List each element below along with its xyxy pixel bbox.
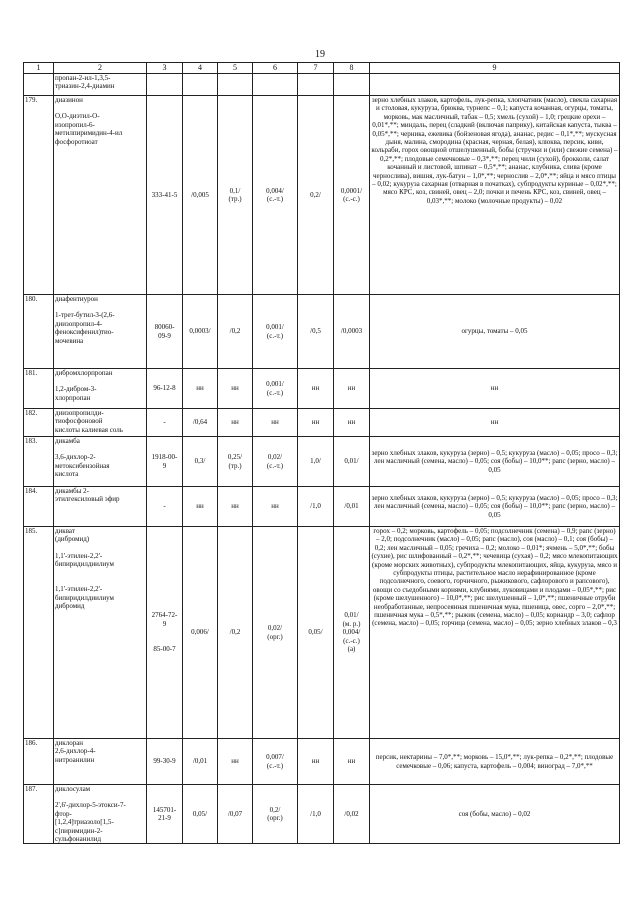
workplace-air-cell: нн [218,369,253,409]
substance-name: пропан-2-ил-1,3,5- триазин-2,4-диамин [55,74,115,91]
substance-cell [54,785,147,844]
column-header-row [24,63,620,74]
cas-number-cell: 99-30-9 [147,739,183,785]
row-number-cell: 186. [24,739,54,785]
row-number-cell: 179. [24,96,54,295]
chemical-name: O,O-диэтил-O- изопропил-6- метилпиримидин-4-ил фосфоротиоат [55,112,123,146]
food-mrl-cell [370,74,620,96]
soil-cell: 1,0/ [298,437,334,487]
adi-cell: /0,64 [183,409,218,437]
soil-cell: 0,05/ [298,527,334,739]
water-cell: 0,007/ (с.-т.) [253,739,298,785]
adi-cell: 0,05/ [183,785,218,844]
workplace-air-cell: 0,1/ (тр.) [218,96,253,295]
table-row [24,96,620,295]
cas-number-cell: 2764-72- 9 85-00-7 [147,527,183,739]
atmosphere-cell: нн [334,739,370,785]
food-mrl-cell: зерно хлебных злаков, кукуруза (зерно) – 0,5; кукуруза (масло) – 0,05; просо – 0,3; лен масличный (семена, масло) – 0,05; соя (бобы) – 10,0**; рапс (зерно, масло) – 0,05 [370,487,620,527]
table-row [24,74,620,96]
substance-name: диклоран 2,6-дихлор-4- нитроанилин [55,739,96,764]
workplace-air-cell: /0,07 [218,785,253,844]
column-header: 8 [334,63,370,74]
column-header: 1 [24,63,54,74]
table-row [24,409,620,437]
water-cell: 0,001/ (с.-т.) [253,369,298,409]
water-cell: 0,001/ (с.-т.) [253,295,298,369]
atmosphere-cell: /0,02 [334,785,370,844]
substance-name: дикамба [55,437,80,445]
column-header: 2 [54,63,147,74]
atmosphere-cell: нн [334,409,370,437]
substance-name: дибромхлорпропан [55,369,113,377]
atmosphere-cell: 0,0001/ (с.-с.) [334,96,370,295]
water-cell: 0,02/ (орг.) [253,527,298,739]
atmosphere-cell: 0,01/ (м. р.) 0,004/ (с.-с.) (а) [334,527,370,739]
food-mrl-cell: зерно хлебных злаков, кукуруза (зерно) – 0,5; кукуруза (масло) – 0,05; просо – 0,3; лен масличный (семена, масло) – 0,05; соя (бобы) – 10,0**; рапс (зерно, масло) – 0,05 [370,437,620,487]
column-header: 6 [253,63,298,74]
substance-cell [54,437,147,487]
table-row [24,295,620,369]
row-number-cell: 187. [24,785,54,844]
substance-cell [54,409,147,437]
chemical-name: 1,1'-этилен-2,2'- бипиридилдиилиум 1,1'-этилен-2,2'- бипиридилдиилиум дибромид [55,551,114,611]
column-header: 4 [183,63,218,74]
substance-cell [54,96,147,295]
atmosphere-cell: 0,01/ [334,437,370,487]
workplace-air-cell: /0,2 [218,527,253,739]
substance-name: диклосулам [55,785,91,793]
cas-number-cell: 1918-00- 9 [147,437,183,487]
adi-cell: /0,005 [183,96,218,295]
table-row [24,437,620,487]
column-header: 9 [370,63,620,74]
substance-name: диазинон [55,96,83,104]
adi-cell: нн [183,487,218,527]
substance-name: диизопропилди- тиофосфоновой кислоты калиевая соль [55,409,123,434]
atmosphere-cell: нн [334,369,370,409]
page-number: 19 [315,49,325,60]
substance-name: дикват (дибромид) [55,527,90,544]
food-mrl-cell: зерно хлебных злаков, картофель, лук-репка, хлопчатник (масло), свекла сахарная и столовая, кукуруза, брюква, турнепс – 0,1; капуста кочанная, огурцы, томаты, морковь, мак масличный, табак – 0,5; хмель (сухой) – 1,0; грецкие орехи – 0,01*,**; миндаль, перец (сладкий (включая паприку), китайская капуста, тыква – 0,05*,**; черника, ежевика (бойзеновая ягода), ананас, редис – 0,1*,**; мускусная дыня, малина, смородина (красная, черная, белая), клюква, персик, киви, кольраби, горох овощной отшелушенный, бобы (стручки и (или) свежие семена) – 0,2*,**; плодовые семечковые – 0,3*,**; перец чили (сухой), брокколи, салат кочанный и листовой, шпинат – 0,5*,**; ананас, клубника, слива (кроме чернослива), вишня, лук-батун – 1,0*,**; чернослив – 2,0*,**; яйца и мясо птицы – 0,02; кукуруза сахарная (отварная в початках), субпродукты куриные – 0,02*,**; мясо КРС, коз, свиней, овец – 2,0; почки и печень КРС, коз, свиней, овец – 0,03*,**; молоко (молочные продукты) – 0,02 [370,96,620,295]
water-cell [253,74,298,96]
water-cell: 0,004/ (с.-т.) [253,96,298,295]
substance-cell [54,295,147,369]
row-number-cell: 181. [24,369,54,409]
workplace-air-cell: нн [218,409,253,437]
chemical-name: 2',6'-дихлор-5-этокси-7- фтор- [1,2,4]триазоло[1,5- c]пиримидин-2- сульфонанилид [55,801,126,844]
column-header: 3 [147,63,183,74]
row-number-cell: 185. [24,527,54,739]
soil-cell: /1,0 [298,785,334,844]
cas-number-cell: 96-12-8 [147,369,183,409]
substance-name: диафентиурон [55,295,98,303]
soil-cell: /1,0 [298,487,334,527]
adi-cell [183,74,218,96]
soil-cell [298,74,334,96]
food-mrl-cell: огурцы, томаты – 0,05 [370,295,620,369]
substance-cell [54,527,147,739]
workplace-air-cell [218,74,253,96]
hygiene-standards-table [23,62,620,844]
chemical-name: 1-трет-бутил-3-(2,6- диизопропил-4- феноксифенил)тио- мочевина [55,311,115,345]
table-row [24,369,620,409]
soil-cell: /0,5 [298,295,334,369]
substance-cell [54,74,147,96]
water-cell: нн [253,487,298,527]
table-body [24,74,620,844]
adi-cell: 0,0003/ [183,295,218,369]
column-header: 5 [218,63,253,74]
water-cell: нн [253,409,298,437]
column-header: 7 [298,63,334,74]
table-row [24,487,620,527]
substance-cell [54,487,147,527]
workplace-air-cell: нн [218,739,253,785]
water-cell: 0,2/ (орг.) [253,785,298,844]
adi-cell: нн [183,369,218,409]
atmosphere-cell: /0,01 [334,487,370,527]
workplace-air-cell: нн [218,487,253,527]
food-mrl-cell: соя (бобы, масло) – 0,02 [370,785,620,844]
workplace-air-cell: /0,2 [218,295,253,369]
water-cell: 0,02/ (с.-т.) [253,437,298,487]
workplace-air-cell: 0,25/ (тр.) [218,437,253,487]
soil-cell: нн [298,409,334,437]
adi-cell: /0,01 [183,739,218,785]
food-mrl-cell: нн [370,369,620,409]
row-number-cell: 180. [24,295,54,369]
soil-cell: нн [298,369,334,409]
substance-name: дикамбы 2- этилгексиловый эфир [55,487,120,504]
adi-cell: 0,006/ [183,527,218,739]
chemical-name: 3,6-дихлор-2- метоксибензойная кислота [55,453,110,479]
soil-cell: 0,2/ [298,96,334,295]
chemical-name: 1,2-дибром-3- хлорпропан [55,385,97,402]
soil-cell: нн [298,739,334,785]
row-number-cell: 184. [24,487,54,527]
food-mrl-cell: нн [370,409,620,437]
adi-cell: 0,3/ [183,437,218,487]
table-row [24,739,620,785]
row-number-cell: 182. [24,409,54,437]
row-number-cell: 183. [24,437,54,487]
substance-cell [54,369,147,409]
table-row [24,785,620,844]
row-number-cell [24,74,54,96]
atmosphere-cell: /0,0003 [334,295,370,369]
table-row [24,527,620,739]
cas-number-cell: 333-41-5 [147,96,183,295]
cas-number-cell [147,74,183,96]
substance-cell [54,739,147,785]
cas-number-cell: - [147,409,183,437]
cas-number-cell: 145701- 21-9 [147,785,183,844]
cas-number-cell: 80060- 09-9 [147,295,183,369]
food-mrl-cell: персик, нектарины – 7,0*,**; морковь – 15,0*,**; лук-репка – 0,2*,**; плодовые семечковые – 0,06; капуста, картофель – 0,004; виноград – 7,0*,** [370,739,620,785]
food-mrl-cell: горох – 0,2; морковь, картофель – 0,05; подсолнечник (семена) – 0,9; рапс (зерно) – 2,0; подсолнечник (масло) – 0,05; рапс (масло), соя (масло) – 0,1; соя (бобы) – 0,2; лен масличный – 0,05; гречиха – 0,2; молоко – 0,01*; ячмень – 5,0*,**; бобы (сухие), рис шлифованный – 0,2*,**; чечевица (сухая) – 0,2; мясо млекопитающих (кроме морских животных), субпродукты млекопитающих, яйца, кукуруза, мясо и субпродукты птицы, растительное масло нерафинированное (кроме подсолнечного, соевого, горчичного, рыжикового, сафлорового и рапсового), овощи со съедобными корнями, клубнями, луковицами и плодами – 0,05*,**; рис (кроме шелушенного) – 10,0*,**; рис шелушенный – 1,0*,**; пшеничные отруби необработанные, непросеянная пшеничная мука, пшеница, овес, сорго – 2,0*,**; пшеничная мука – 0,5*,**; рыжик (семена, масло) – 0,05; кориандр – 3,0; сафлор (семена, масло) – 0,05; горчица (семена, масло) – 0,05; зерно хлебных злаков – 0,3 [370,527,620,739]
cas-number-cell: - [147,487,183,527]
atmosphere-cell [334,74,370,96]
